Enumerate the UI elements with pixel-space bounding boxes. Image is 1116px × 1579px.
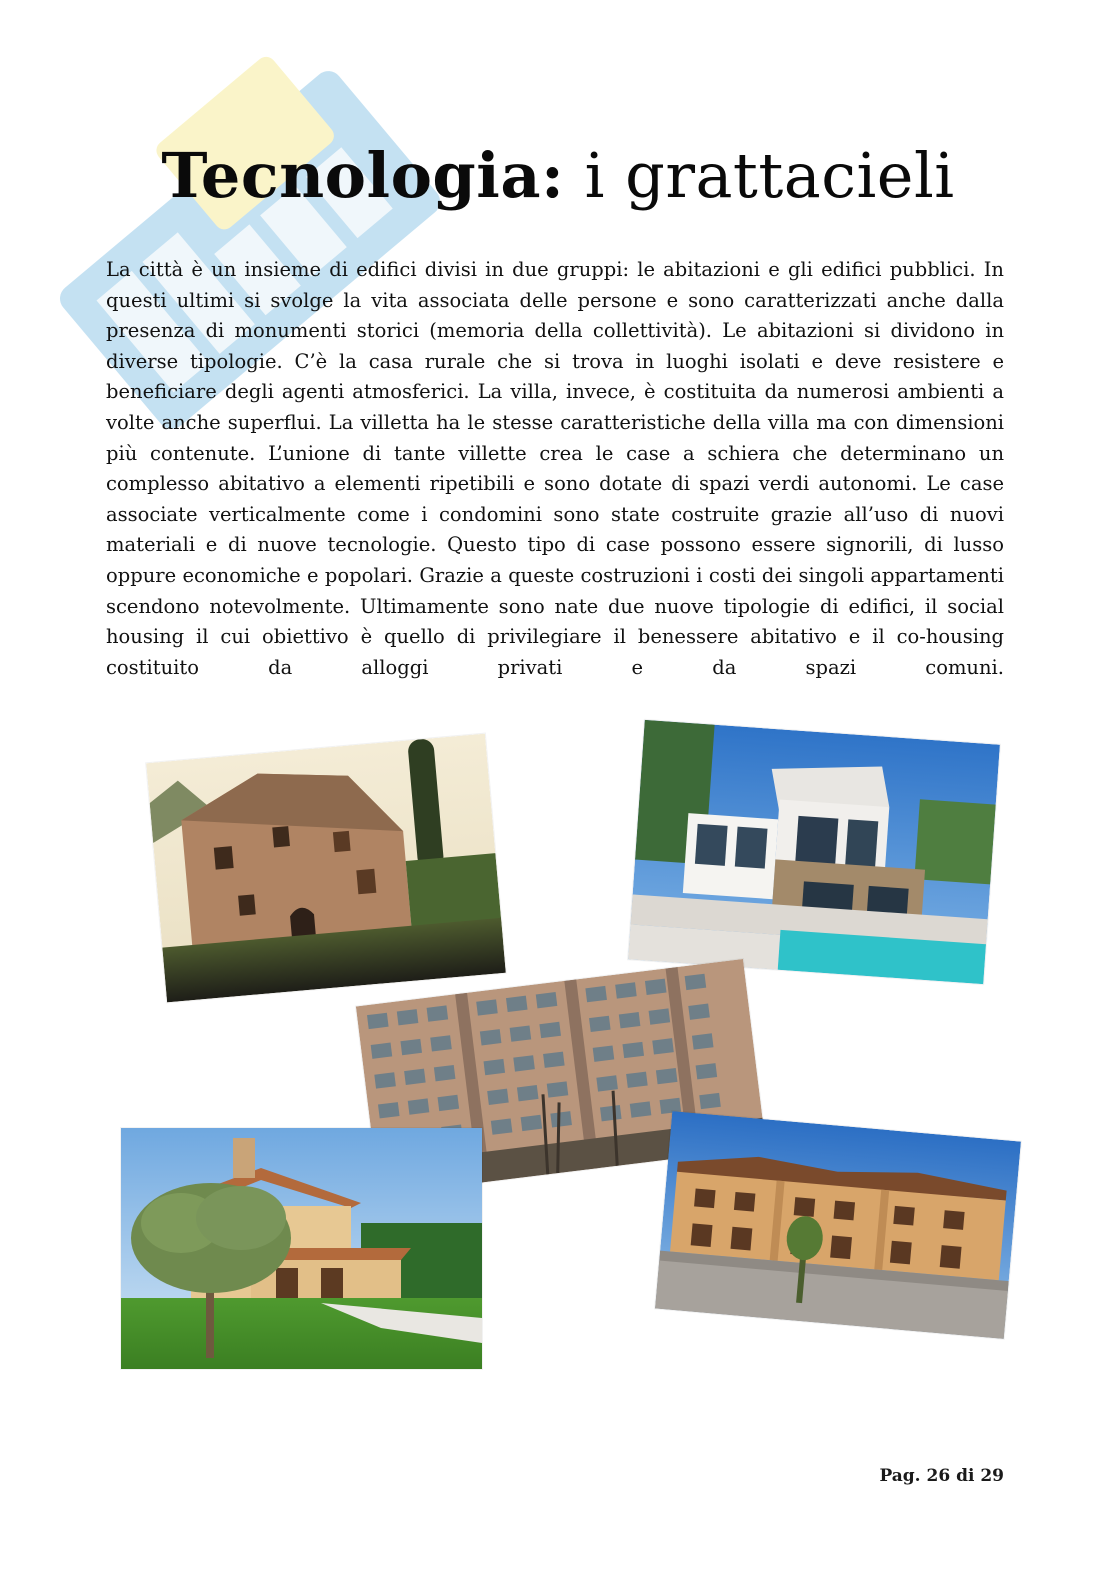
photo-rural-house: [146, 734, 506, 1003]
photo-modern-villa: [628, 720, 1000, 984]
title-rest: i grattacieli: [564, 139, 955, 212]
photo-terraced-houses: [655, 1111, 1021, 1339]
page-title: [0, 136, 1116, 216]
title-bold: Tecnologia:: [161, 139, 565, 212]
photo-villetta: [121, 1128, 482, 1369]
body-paragraph: La città è un insieme di edifici divisi in due gruppi: le abitazioni e gli edifici pubblici. In questi ultimi si svolge la vita associata delle persone e sono caratterizzati anche dalla presenza di monumenti storici (memoria della collettività). Le abitazioni si dividono in diverse tipologie. C’è la casa rurale che si trova in luoghi isolati e deve resistere e beneficiare degli agenti atmosferici. La villa, invece, è costituita da numerosi ambienti a volte anche superflui. La villetta ha le stesse caratteristiche della villa ma con dimensioni più contenute. L’unione di tante villette crea le case a schiera che determinano un complesso abitativo a elementi ripetibili e sono dotate di spazi verdi autonomi. Le case associate verticalmente come i condomini sono state costruite grazie all’uso di nuovi materiali e di nuove tecnologie. Questo tipo di case possono essere signorili, di lusso oppure economiche e popolari. Grazie a queste costruzioni i costi dei singoli appartamenti scendono notevolmente. Ultimamente sono nate due nuove tipologie di edifici, il social housing il cui obiettivo è quello di privilegiare il benessere abitativo e il co-housing costituito da alloggi privati e da spazi comuni.: [106, 258, 1004, 679]
page-number: Pag. 26 di 29: [879, 1466, 1004, 1486]
